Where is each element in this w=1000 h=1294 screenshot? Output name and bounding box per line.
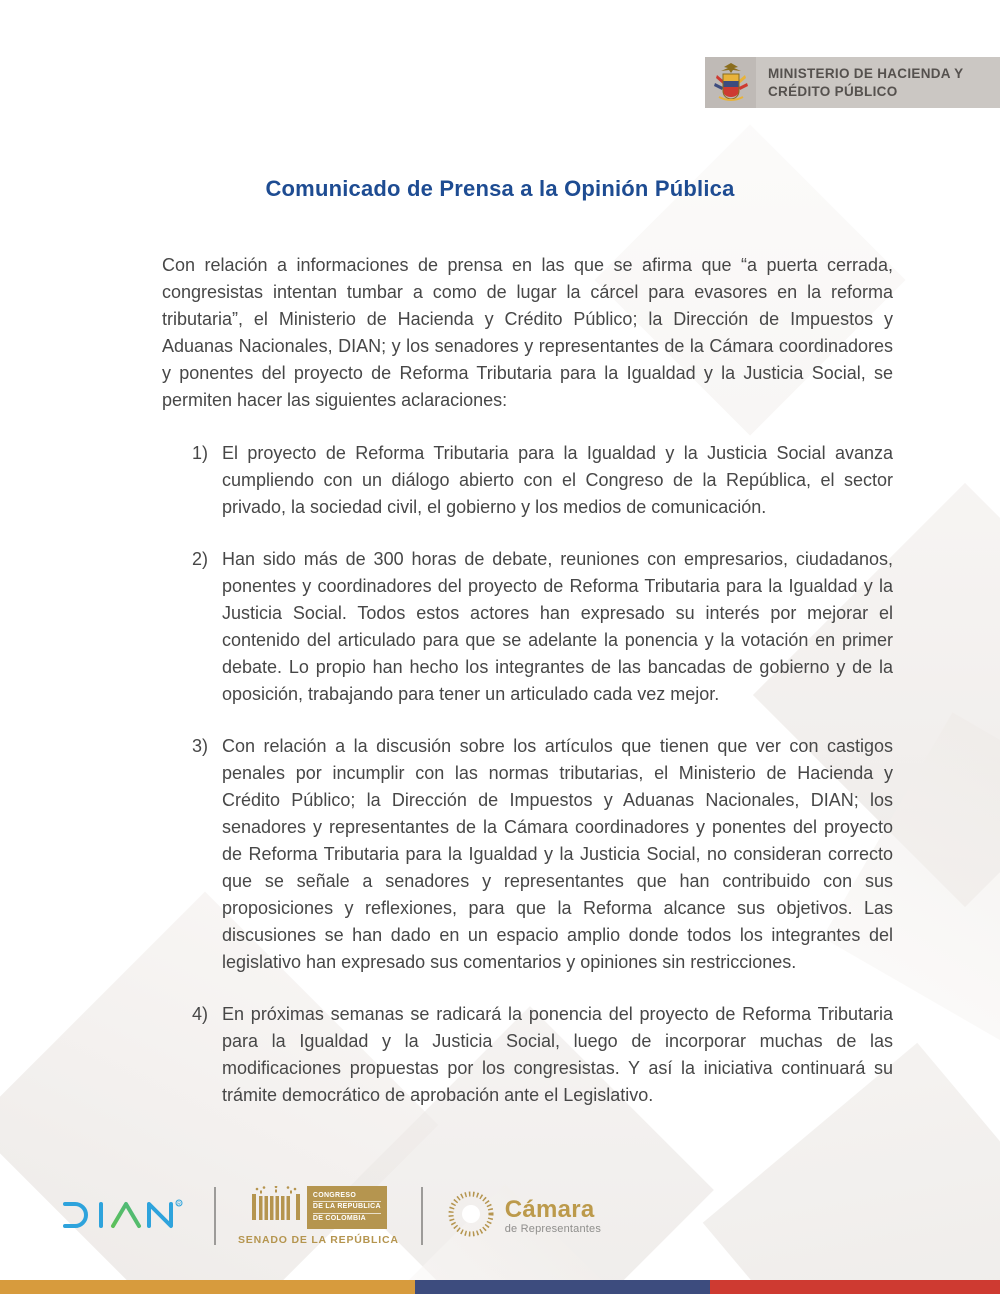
list-item-text: Con relación a la discusión sobre los artículos que tienen que ver con castigos penales por incumplir con las normas tributarias, el Ministerio de Hacienda y Crédito Público; la Dirección de Impuestos y Aduanas Nacionales, DIAN; los senadores y representantes de la Cámara coordinadores y ponentes del proyecto de Reforma Tributaria para la Igualdad y la Justicia Social, no consideran correcto que se señale a senadores y representantes que han contribuido con sus proposiciones y reflexiones, para que la Reforma alcance sus objetivos. Las discusiones se han dado en un espacio amplio donde todos los integrantes del legislativo han expresado sus comentarios y opiniones sin restricciones. — [222, 736, 893, 972]
dian-logo-icon — [57, 1194, 192, 1238]
congress-label-box — [307, 1186, 387, 1229]
logo-divider — [214, 1187, 216, 1245]
list-item-number: 3) — [192, 736, 209, 756]
senado-label: SENADO DE LA REPÚBLICA — [238, 1234, 399, 1246]
list-item-text: Han sido más de 300 horas de debate, reuniones con empresarios, ciudadanos, ponentes y coordinadores del proyecto de Reforma Tributaria para la Igualdad y la Justicia Social. Todos estos actores han expresado su interés por mejorar el contenido del articulado para que se adelante la ponencia y la votación en primer debate. Lo propio han hecho los integrantes de las bancadas de gobierno y de la oposición, trabajando para tener un articulado cada vez mejor. — [222, 549, 893, 704]
congress-line3: DE COLOMBIA — [312, 1214, 366, 1222]
list-item — [162, 440, 893, 521]
list-item — [162, 1001, 893, 1109]
ministry-header-banner — [705, 57, 1000, 108]
flag-stripe-red — [710, 1280, 1000, 1294]
footer-logos — [57, 1178, 601, 1254]
camara-logo — [445, 1188, 601, 1245]
document-body — [162, 252, 893, 1109]
camara-subtitle: de Representantes — [504, 1222, 602, 1235]
list-item-number: 2) — [192, 549, 209, 569]
camara-c-icon — [445, 1188, 497, 1245]
list-item — [162, 733, 893, 976]
page-title: Comunicado de Prensa a la Opinión Pública — [265, 176, 735, 201]
ministry-name — [756, 65, 963, 100]
congress-line1: CONGRESO — [313, 1191, 381, 1202]
list-item-text: En próximas semanas se radicará la ponencia del proyecto de Reforma Tributaria para la Igualdad y la Justicia Social, luego de incorporar muchas de las modificaciones propuestas por los congresistas. Y así la iniciativa continuará su trámite democrático de aprobación ante el Legislativo. — [222, 1004, 893, 1105]
list-item-number: 4) — [192, 1004, 209, 1024]
ministry-name-line1: MINISTERIO DE HACIENDA Y — [768, 65, 964, 81]
senado-logo — [238, 1186, 399, 1246]
capitol-icon — [250, 1186, 302, 1229]
list-item-text: El proyecto de Reforma Tributaria para la Igualdad y la Justicia Social avanza cumpliendo con un diálogo abierto con el Congreso de la República, el sector privado, la sociedad civil, el gobierno y los medios de comunicación. — [222, 443, 893, 517]
list-item-number: 1) — [192, 443, 209, 463]
ministry-name-line2: CRÉDITO PÚBLICO — [768, 83, 898, 99]
intro-paragraph: Con relación a informaciones de prensa en las que se afirma que “a puerta cerrada, congresistas intentan tumbar a como de lugar la cárcel para evasores en la reforma tributaria”, el Ministerio de Hacienda y Crédito Público; la Dirección de Impuestos y Aduanas Nacionales, DIAN; y los senadores y representantes de la Cámara coordinadores y ponentes del proyecto de Reforma Tributaria para la Igualdad y la Justicia Social, se permiten hacer las siguientes aclaraciones: — [162, 255, 893, 410]
congress-line2: DE LA REPÚBLICA — [313, 1202, 381, 1213]
flag-stripe-yellow — [0, 1280, 415, 1294]
list-item — [162, 546, 893, 708]
logo-divider — [421, 1187, 423, 1245]
camara-name: Cámara — [504, 1195, 595, 1223]
flag-stripe — [0, 1280, 1000, 1294]
svg-text:R: R — [177, 1201, 181, 1208]
flag-stripe-blue — [415, 1280, 710, 1294]
colombia-coat-of-arms-icon — [705, 57, 756, 108]
